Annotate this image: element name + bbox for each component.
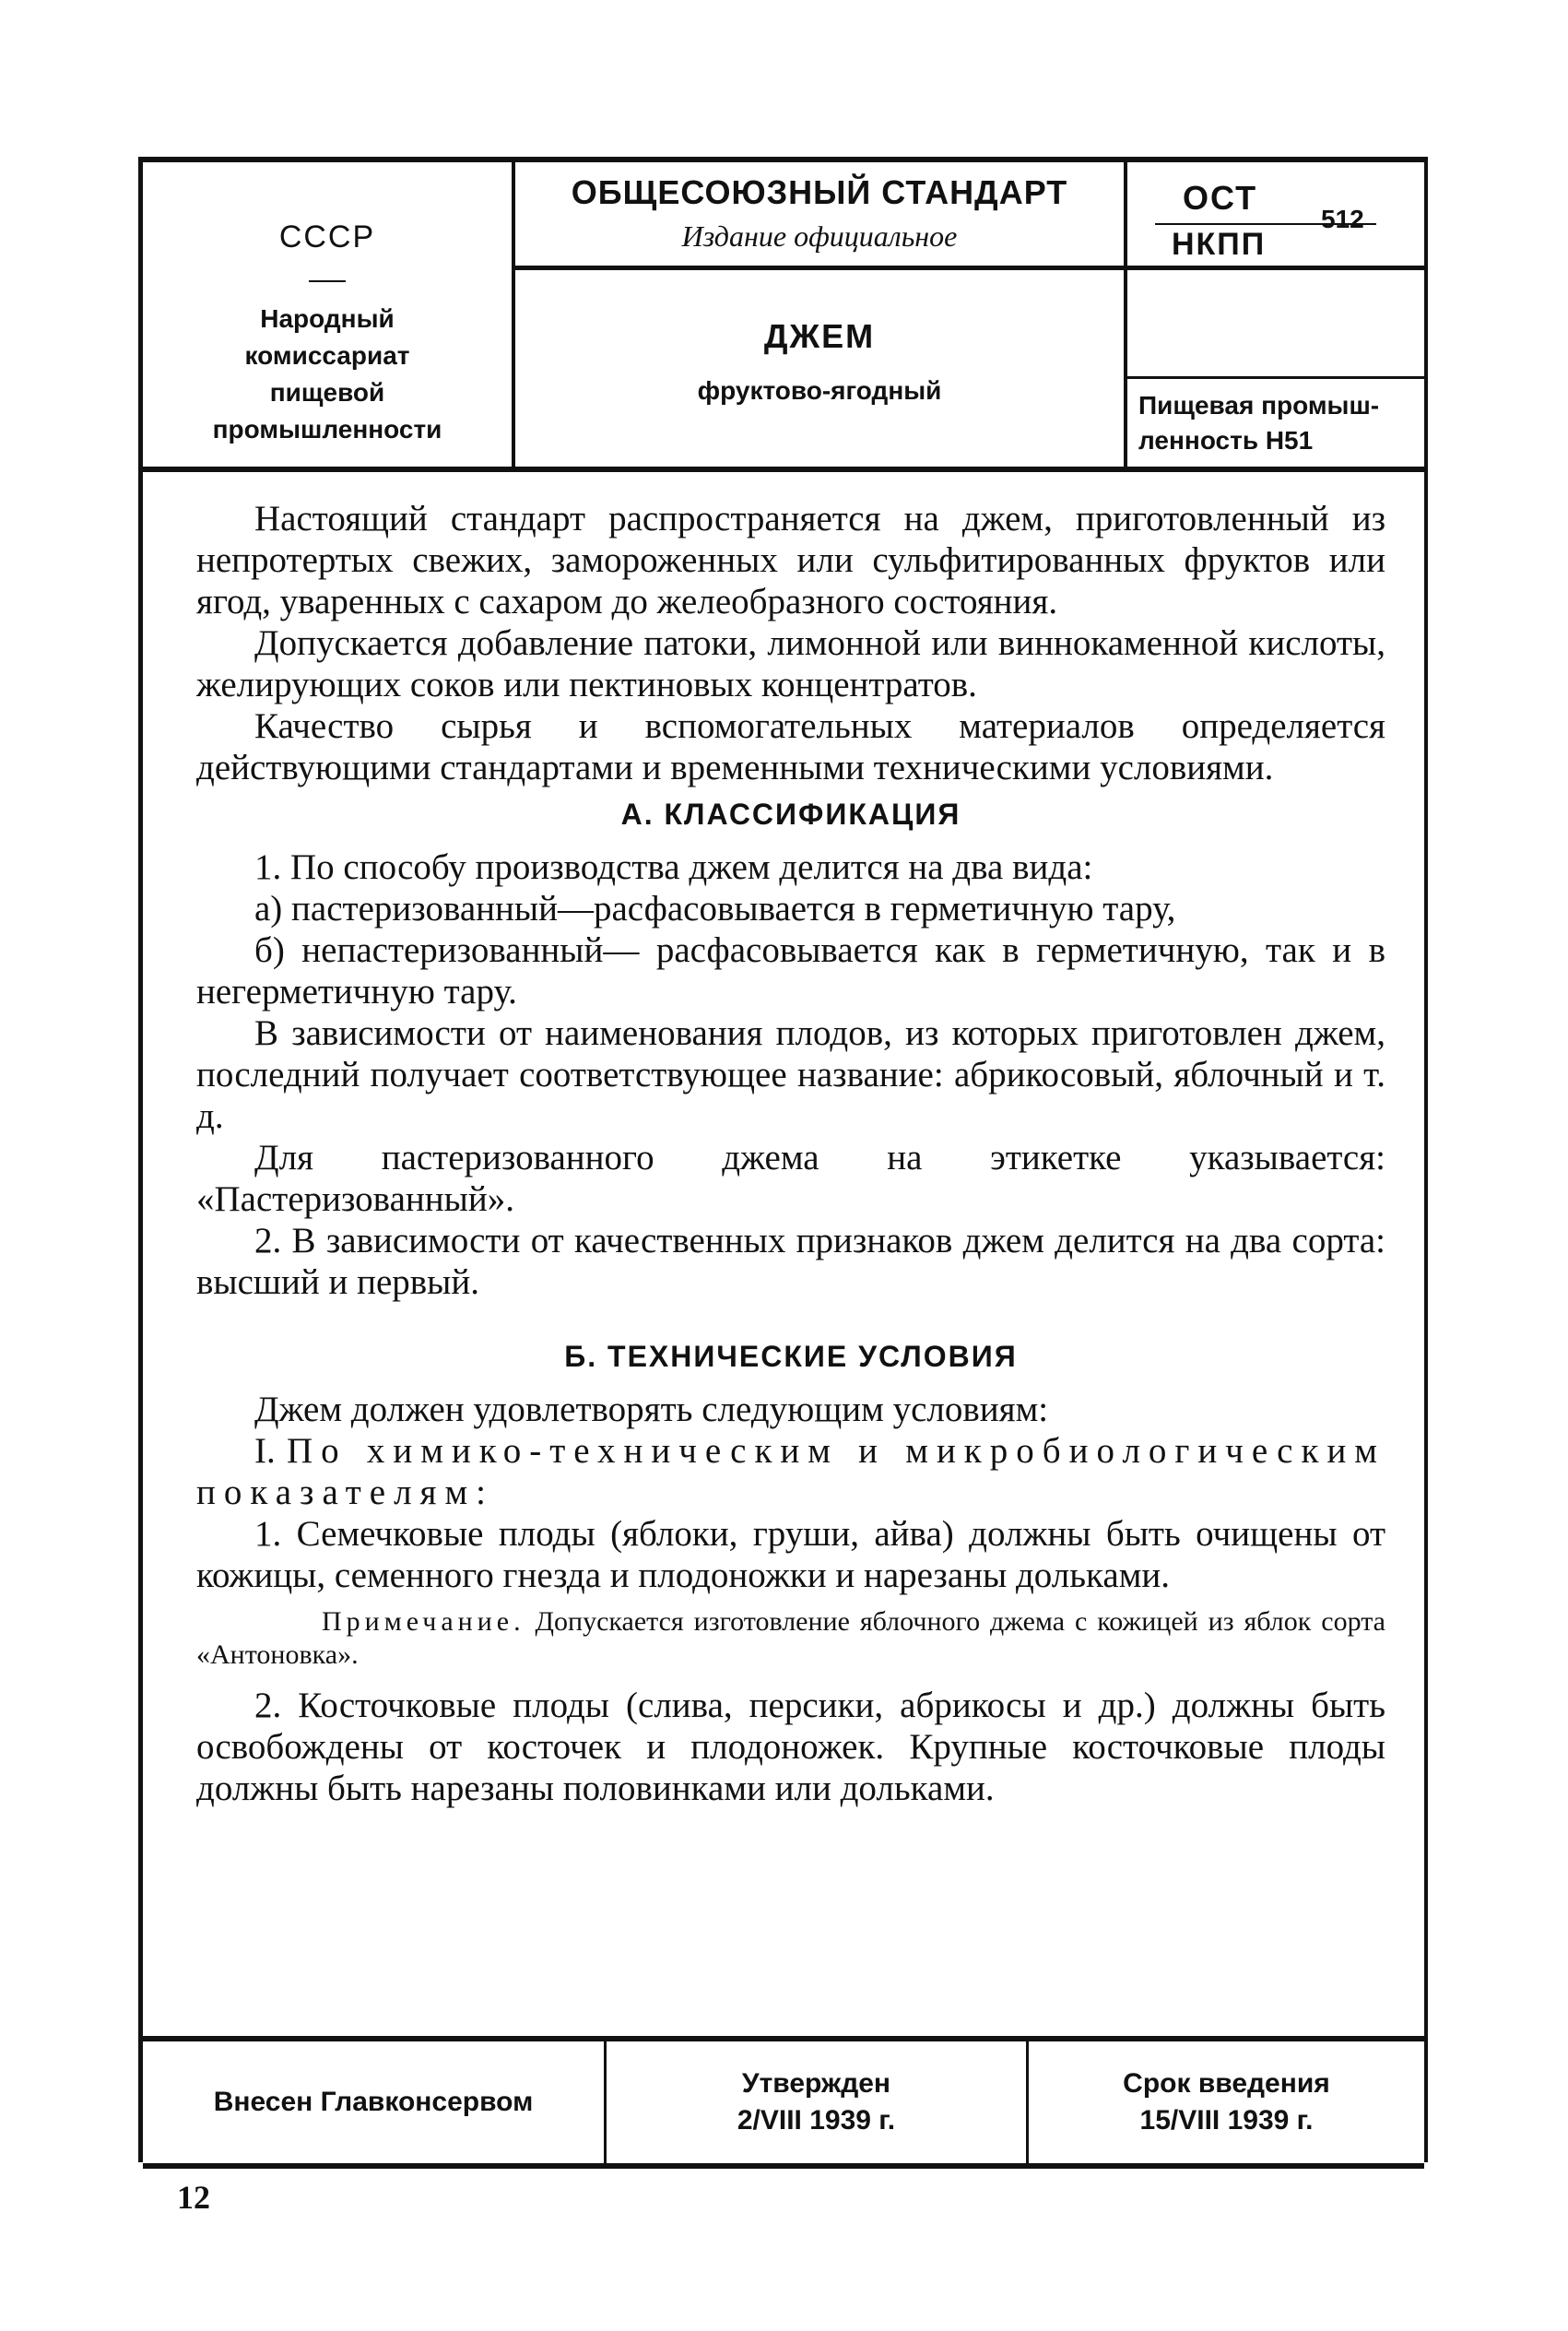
approved-cell [607, 2041, 1029, 2163]
effective-date: 15/VIII 1939 г. [1139, 2105, 1314, 2136]
header-rule [515, 266, 1124, 270]
industry-line: ленность Н51 [1138, 426, 1314, 455]
issuer-cell [143, 162, 515, 467]
document-header [143, 157, 1424, 467]
body-paragraph: Джем должен удовлетворять следующим условиям: [254, 1390, 1049, 1429]
subsection-number: I. [254, 1431, 287, 1471]
submitted-by: Внесен Главконсервом [213, 2087, 534, 2117]
note-label: Примечание. [322, 1606, 525, 1637]
product-subtitle: фруктово-ягодный [697, 376, 942, 405]
header-bottom-rule [143, 467, 1424, 472]
document-body [196, 498, 1385, 1809]
standard-number: 512 [1321, 205, 1364, 233]
industry-classification [1138, 388, 1421, 458]
body-paragraph: а) пастеризованный—расфасовывается в герметичную тару, [254, 889, 1176, 929]
edition-label: Издание официальное [681, 219, 958, 253]
standard-title: ОБЩЕСОЮЗНЫЙ СТАНДАРТ [571, 173, 1068, 211]
header-rule [1127, 376, 1424, 379]
industry-line: Пищевая промыш- [1138, 391, 1380, 420]
code-cell [1127, 162, 1424, 467]
submitted-cell [143, 2041, 607, 2163]
body-paragraph: 2. В зависимости от качественных признаков джем делится на два сорта: высший и первый. [196, 1221, 1385, 1302]
note-paragraph [196, 1605, 1385, 1672]
title-cell [515, 162, 1127, 467]
body-paragraph: б) непастеризованный— расфасовывается как в герметичную, так и в негерметичную тару. [196, 930, 1385, 1012]
body-paragraph: 2. Косточковые плоды (слива, персики, абрикосы и др.) должны быть освобождены от косточек и плодоножек. Крупные косточковые плоды должны быть нарезаны половинками или дольками. [196, 1686, 1385, 1808]
section-heading: А. КЛАССИФИКАЦИЯ [620, 798, 961, 831]
standard-sheet [138, 157, 1428, 2162]
divider-dash [309, 280, 346, 282]
intro-paragraph: Допускается добавление патоки, лимонной или виннокаменной кислоты, желирующих соков или пектиновых концентратов. [196, 623, 1385, 704]
country-label: СССР [278, 219, 376, 254]
approved-label: Утвержден [741, 2068, 891, 2099]
nkpp-label: НКПП [1172, 227, 1267, 262]
ministry-name [143, 301, 512, 448]
page-number: 12 [177, 2179, 210, 2216]
intro-paragraph: Качество сырья и вспомогательных материалов определяется действующими стандартами и временными техническими условиями. [196, 706, 1385, 787]
body-paragraph: 1. Семечковые плоды (яблоки, груши, айва) должны быть очищены от кожицы, семенного гнезда и плодоножки и нарезаны дольками. [196, 1514, 1385, 1595]
ministry-line: пищевой [269, 378, 385, 407]
intro-paragraph: Настоящий стандарт распространяется на джем, приготовленный из непротертых свежих, замороженных или сульфитированных фруктов или ягод, уваренных с сахаром до желеобразного состояния. [196, 499, 1385, 621]
note-text: Допускается изготовление яблочного джема с кожицей из яблок сорта «Антоновка». [196, 1606, 1385, 1670]
section-heading: Б. ТЕХНИЧЕСКИЕ УСЛОВИЯ [564, 1340, 1018, 1373]
subsection-title: По химико-техническим и микробиологическим показателям: [196, 1431, 1385, 1512]
approved-date: 2/VIII 1939 г. [737, 2105, 896, 2136]
ost-label: ОСТ [1183, 179, 1258, 217]
ministry-line: комиссариат [244, 341, 410, 370]
subsection-heading [196, 1430, 1385, 1513]
body-paragraph: 1. По способу производства джем делится на два вида: [254, 847, 1093, 887]
product-name: ДЖЕМ [763, 317, 876, 355]
body-paragraph: Для пастеризованного джема на этикетке указывается: «Пастеризованный». [196, 1138, 1385, 1219]
ministry-line: Народный [260, 304, 395, 333]
document-footer [143, 2036, 1424, 2169]
effective-cell [1029, 2041, 1424, 2163]
ministry-line: промышленности [212, 415, 442, 444]
effective-label: Срок введения [1123, 2068, 1330, 2099]
body-paragraph: В зависимости от наименования плодов, из которых приготовлен джем, последний получает соответствующее название: абрикосовый, яблочный и т. д. [196, 1013, 1385, 1136]
header-rule [1127, 266, 1424, 270]
